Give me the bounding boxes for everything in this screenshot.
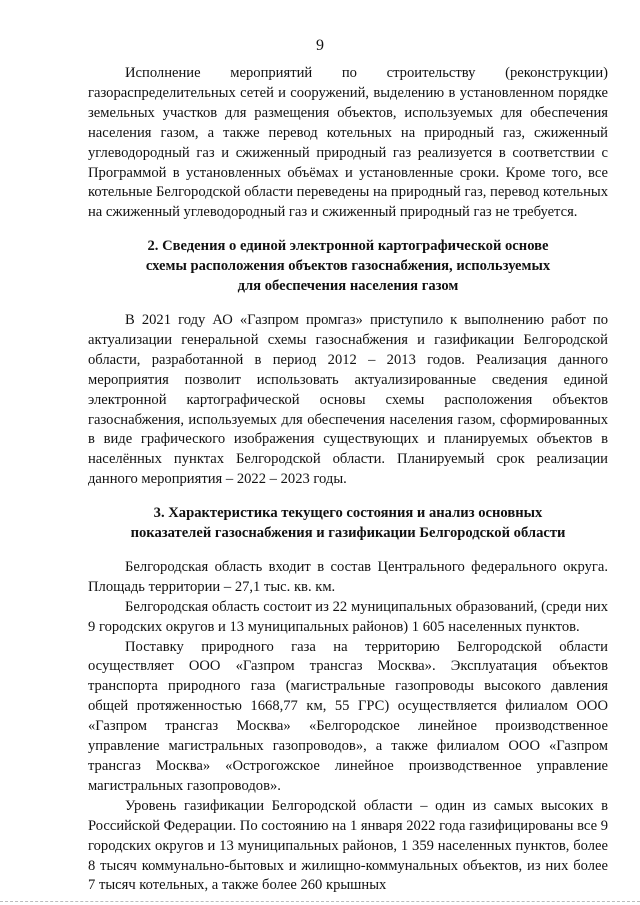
section-2-paragraph: В 2021 году АО «Газпром промгаз» приступило к выполнению работ по актуализации генеральной схемы газоснабжения и газификации Белгородской области, разработанной в период 2012 – 2013 годов. Реализация данного мероприятия позволит использовать актуализированные сведения единой электронной картографической основы схемы расположения объектов газоснабжения, используемых для обеспечения населения газом, сформированных в виде графического изображения существующих и планируемых объектов в населённых пунктах Белгородской области. Планируемый срок реализации данного мероприятия – 2022 – 2023 годы. (88, 311, 608, 488)
section-3-paragraph: Уровень газификации Белгородской области – один из самых высоких в Российской Федерации. По состоянию на 1 января 2022 года газифицированы все 9 городских округов и 13 муниципальных районов, 1 359 населенных пунктов, более 8 тысяч коммунально-бытовых и жилищно-коммунальных объектов, из них более 7 тысяч котельных, а также более 260 крышных (88, 797, 608, 894)
section-2-heading (88, 237, 608, 297)
page-bottom-divider (0, 901, 640, 902)
section-3-paragraph: Поставку природного газа на территорию Белгородской области осуществляет ООО «Газпром трансгаз Москва». Эксплуатация объектов транспорта природного газа (магистральные газопроводы высокого давления общей протяженностью 1668,77 км, 55 ГРС) осуществляется филиалом ООО «Газпром трансгаз Москва» «Белгородское линейное производственное управление магистральных газопроводов», а также филиалом ООО «Газпром трансгаз Москва» «Острогожское линейное производственное управление магистральных газопроводов». (88, 638, 608, 794)
page-number: 9 (316, 37, 324, 54)
section-3-heading-line: 3. Характеристика текущего состояния и анализ основных (153, 505, 543, 522)
section-3-paragraph: Белгородская область состоит из 22 муниципальных образований, (среди них 9 городских округов и 13 муниципальных районов) 1 605 населенных пунктов. (88, 598, 608, 635)
intro-paragraph: Исполнение мероприятий по строительству (реконструкции) газораспределительных сетей и сооружений, выделению в установленном порядке земельных участков для размещения объектов, используемых для обеспечения населения газом, а также перевод котельных на природный газ, сжиженный углеводородный газ и сжиженный природный газ реализуется в соответствии с Программой в установленных объёмах и установленные сроки. Кроме того, все котельные Белгородской области переведены на природный газ, перевод котельных на сжиженный углеводородный газ и сжиженный природный газ не требуется. (88, 65, 608, 221)
section-2-heading-line: 2. Сведения о единой электронной картографической основе (147, 238, 549, 255)
section-3-paragraph: Белгородская область входит в состав Центрального федерального округа. Площадь территории – 27,1 тыс. кв. км. (88, 558, 608, 595)
section-2-heading-line: схемы расположения объектов газоснабжения, используемых (145, 258, 551, 275)
page-content (88, 64, 608, 896)
section-2-heading-line: для обеспечения населения газом (237, 278, 459, 295)
section-3-heading (88, 504, 608, 544)
section-3-heading-line: показателей газоснабжения и газификации Белгородской области (130, 525, 566, 542)
